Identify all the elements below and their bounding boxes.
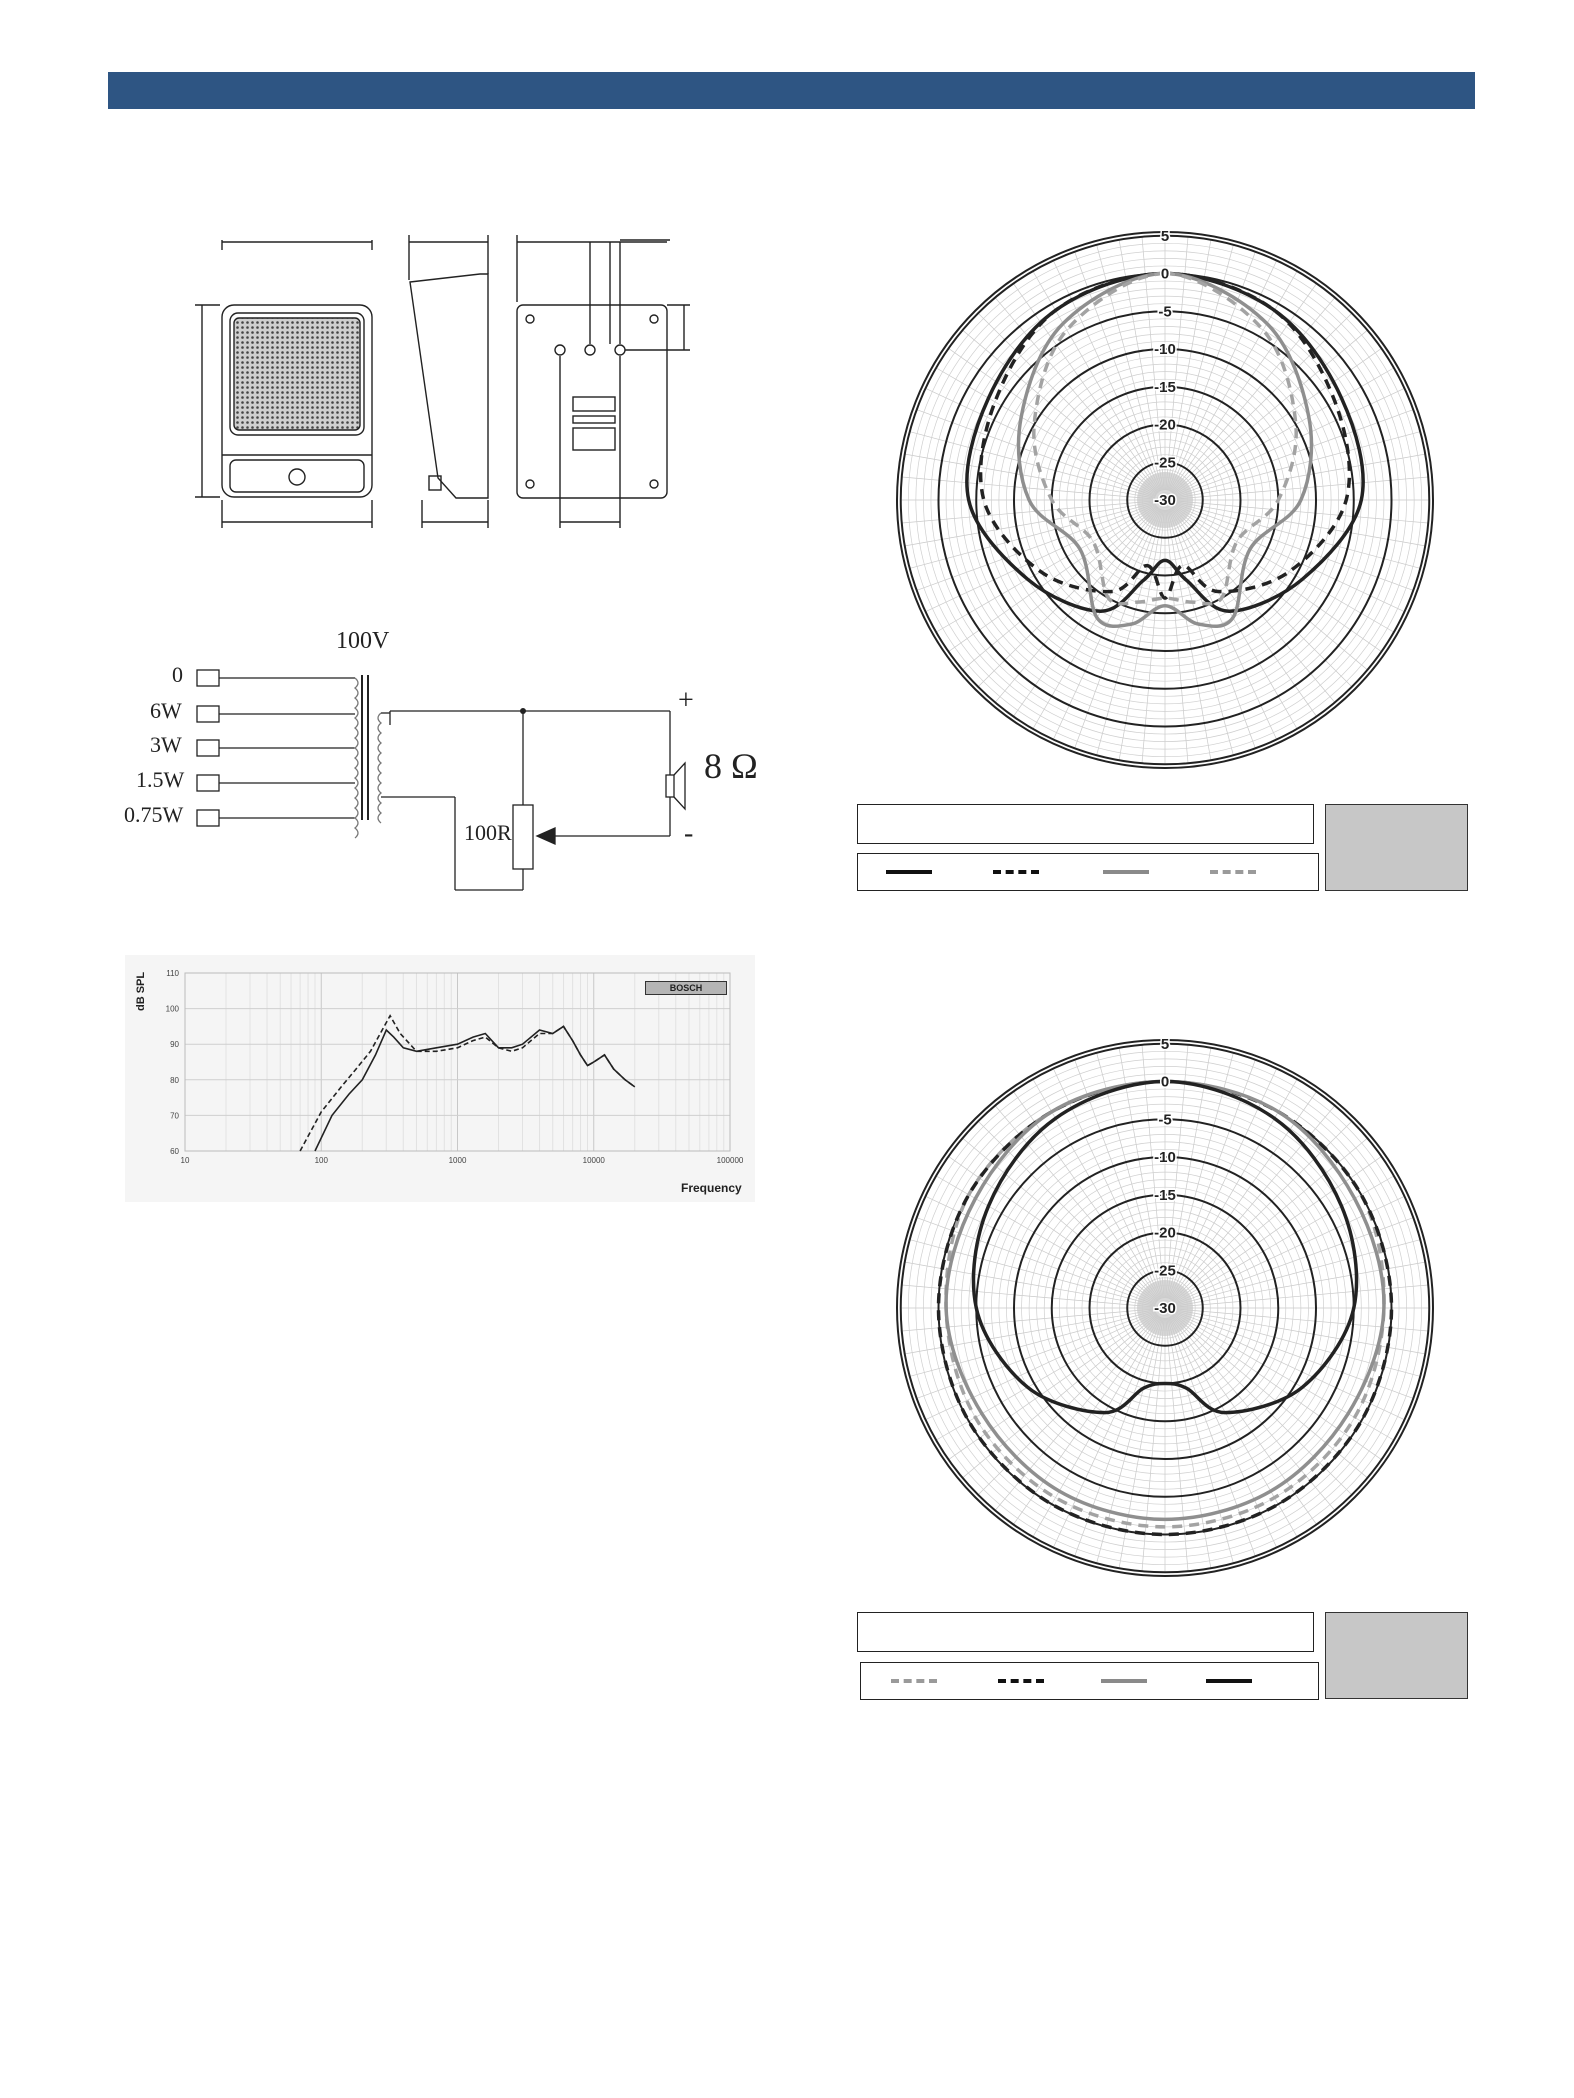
plus-label: + — [678, 685, 694, 716]
polar-ring-label: 0 — [1160, 265, 1170, 283]
tap-label-0-75w: 0.75W — [124, 802, 184, 827]
polar-ring-label: -15 — [1154, 378, 1176, 396]
y-axis-label: dB SPL — [135, 971, 147, 1011]
legend-swatch-dashed-black — [998, 1679, 1044, 1683]
legend-key-box-top — [857, 853, 1319, 891]
polar-ring-label: -5 — [1158, 1111, 1172, 1129]
tap-label-1-5w: 1.5W — [136, 767, 185, 792]
legend-title-box-top — [857, 804, 1314, 844]
polar-plot-top — [895, 225, 1435, 765]
response-series-solid — [315, 1026, 635, 1151]
legend-swatch-solid-gray — [1101, 1679, 1147, 1683]
polar-ring-label: -10 — [1154, 341, 1176, 358]
legend-title-box-bottom — [857, 1612, 1314, 1652]
y-tick-label: 90 — [170, 1040, 179, 1050]
polar-ring-label: 5 — [1160, 1035, 1170, 1053]
polar-ring-label: -25 — [1154, 1262, 1176, 1280]
tap-label-0: 0 — [172, 662, 183, 687]
x-axis-label: Frequency — [681, 1181, 742, 1195]
pot-label: 100R — [464, 820, 512, 845]
polar-ring-label: 0 — [1160, 1073, 1170, 1091]
y-tick-label: 60 — [170, 1147, 179, 1156]
y-tick-label: 70 — [170, 1111, 179, 1121]
transformer-label: 100V — [336, 628, 390, 654]
legend-swatch-dashed-gray — [891, 1679, 937, 1683]
legend-gray-box-bottom — [1325, 1612, 1468, 1699]
polar-ring-label: -25 — [1154, 454, 1176, 472]
legend-swatch-dashed-gray — [1210, 870, 1256, 874]
legend-gray-box-top — [1325, 804, 1468, 891]
y-tick-label: 100 — [165, 1004, 179, 1014]
tap-label-3w: 3W — [150, 732, 182, 757]
wiring-diagram — [100, 625, 800, 905]
y-tick-label: 110 — [166, 969, 179, 978]
legend-swatch-solid-gray — [1103, 870, 1149, 874]
header-bar — [108, 72, 1475, 109]
impedance-label: 8 Ω — [704, 746, 758, 786]
legend-key-box-bottom — [860, 1662, 1319, 1700]
polar-ring-label: -5 — [1158, 303, 1172, 321]
x-tick-label: 100000 — [716, 1156, 744, 1165]
legend-swatch-dashed-black — [993, 870, 1039, 874]
x-tick-label: 100 — [314, 1156, 328, 1165]
x-tick-label: 10 — [180, 1156, 190, 1165]
dimension-drawings — [180, 230, 700, 530]
polar-ring-label: 5 — [1160, 227, 1170, 245]
minus-label: - — [684, 818, 694, 849]
legend-swatch-solid-black — [1206, 1679, 1252, 1683]
polar-ring-label: -20 — [1154, 416, 1176, 434]
brand-badge: BOSCH — [645, 981, 727, 995]
y-tick-label: 80 — [170, 1075, 179, 1085]
response-series-dashed — [300, 1016, 635, 1151]
polar-plot-bottom — [895, 1033, 1435, 1573]
polar-ring-label: -20 — [1154, 1224, 1176, 1242]
polar-ring-label: -30 — [1154, 492, 1176, 509]
x-tick-label: 10000 — [582, 1156, 605, 1165]
polar-ring-label: -30 — [1154, 1300, 1176, 1317]
tap-label-6w: 6W — [150, 698, 182, 723]
frequency-response-chart — [125, 955, 755, 1202]
polar-ring-label: -10 — [1154, 1149, 1176, 1166]
x-tick-label: 1000 — [448, 1156, 467, 1165]
polar-ring-label: -15 — [1154, 1186, 1176, 1204]
legend-swatch-solid-black — [886, 870, 932, 874]
